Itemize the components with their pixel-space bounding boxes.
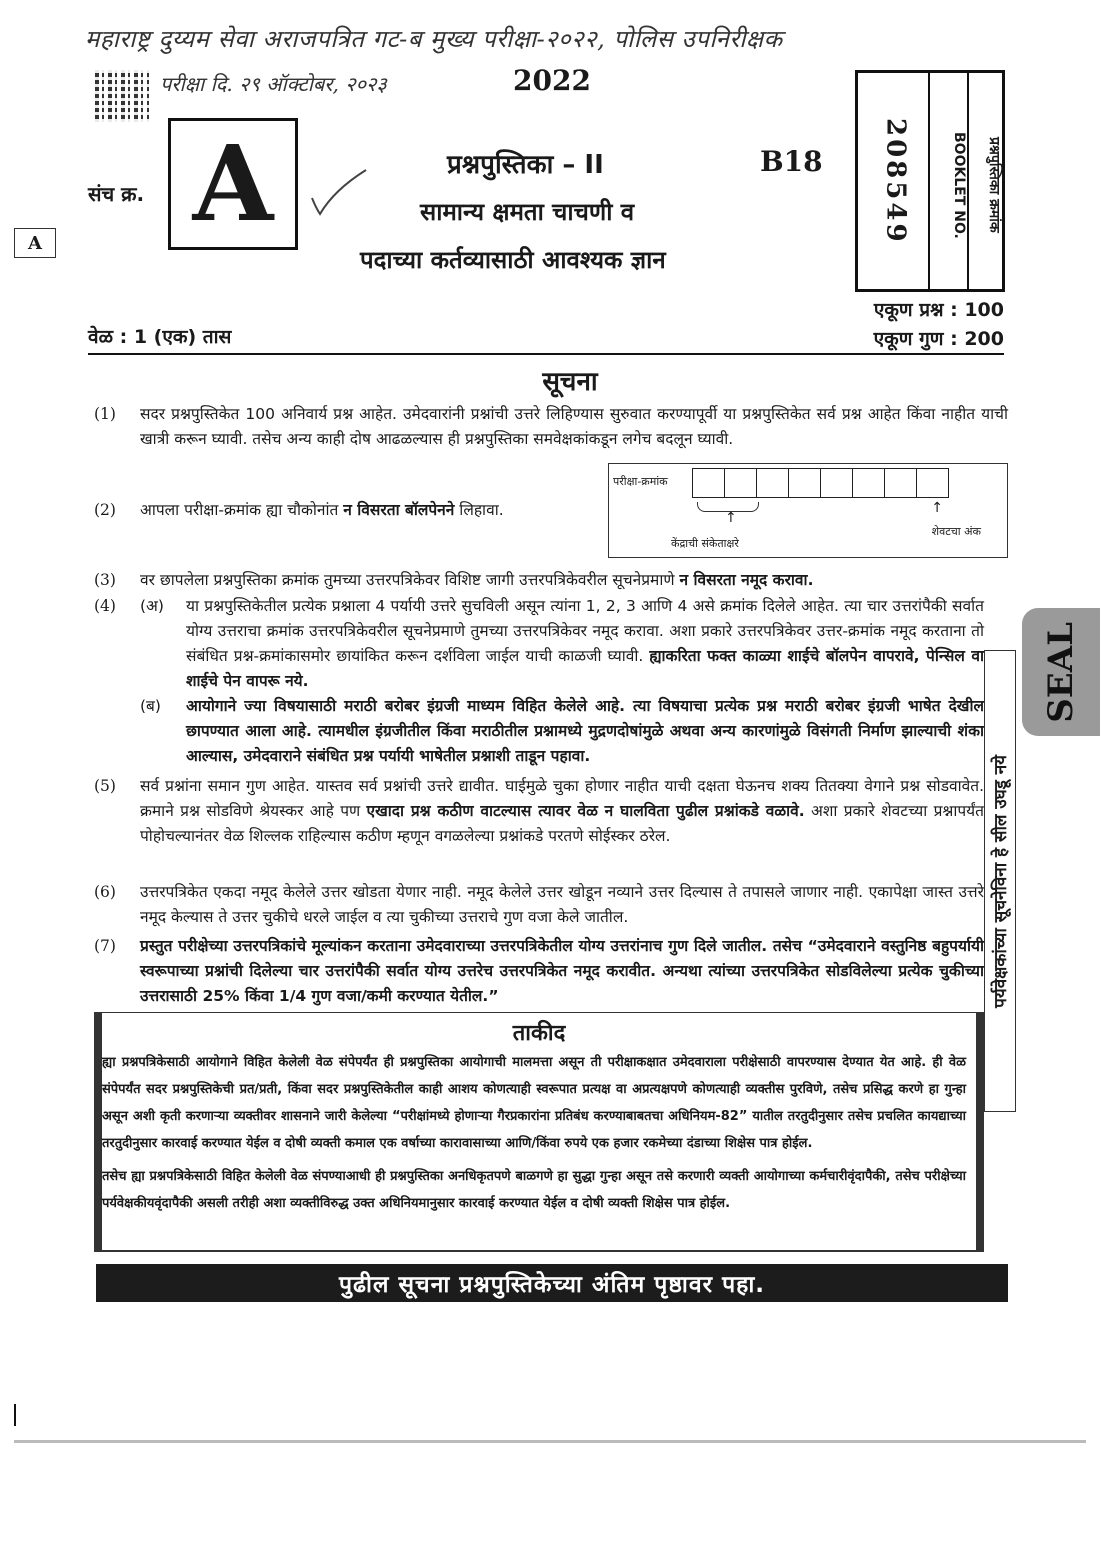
margin-tick — [14, 1404, 16, 1426]
roll-digit-cell[interactable] — [884, 468, 917, 498]
set-label: संच क्र. — [88, 182, 145, 206]
roll-digit-cell[interactable] — [916, 468, 949, 498]
set-letter: A — [192, 122, 274, 245]
last-digit-label: शेवटचा अंक — [931, 525, 981, 538]
totals-block — [874, 296, 1004, 354]
warning-paragraph-2: तसेच ह्या प्रश्नपत्रिकेसाठी विहित केलेली वेळ संपण्याआधी ही प्रश्नपुस्तिका अनधिकृतपणे बाळगणे हा सुद्धा गुन्हा असून तसे करणारी व्यक्ती आयोगाच्या कर्मचारीवृंदापैकी, तसेच परीक्षेच्या पर्यवेक्षकीयवृंदापैकी असली तरीही अशा व्यक्तीविरुद्ध उक्त अधिनियमानुसार कारवाई करण्यात येईल व दोषी व्यक्ती शिक्षेस पात्र होईल. — [102, 1169, 966, 1211]
roll-digit-cell[interactable] — [852, 468, 885, 498]
header-divider — [88, 353, 1004, 355]
instruction-text — [140, 774, 984, 849]
notice-title: सूचना — [542, 367, 598, 397]
instruction-number: (3) — [94, 571, 116, 589]
seal-side-note-text: पर्यवेक्षकांच्या सूचनेविना हे सील उघडू नये — [990, 754, 1011, 1008]
instruction-5-text-bold: एखादा प्रश्न कठीण वाटल्यास त्यावर वेळ न घालविता पुढील प्रश्नांकडे वळावे. — [366, 802, 805, 820]
instruction-4a-text-bold: ह्याकरिता फक्त काळ्या शाईचे बॉलपेन वापरावे, पेन्सिल वा शाईचे पेन वापरू नये. — [186, 647, 984, 690]
instruction-text — [140, 568, 1008, 593]
total-questions: एकूण प्रश्न : 100 — [873, 299, 1004, 321]
sub-marker: (ब) — [140, 697, 161, 715]
roll-digit-cell[interactable] — [820, 468, 853, 498]
footer-banner: पुढील सूचना प्रश्नपुस्तिकेच्या अंतिम पृष्ठावर पहा. — [96, 1264, 1008, 1302]
arrow-up-icon: ↑ — [725, 510, 737, 526]
instruction-5-text-a: सर्व प्रश्नांना समान गुण आहेत. यास्तव सर्व प्रश्नांची उत्तरे द्यावीत. घाईमुळे चुका होणार नाहीत याची दक्षता घेऊनच शक्य तितक्या वेगाने प्रश्न सोडवावेत. क्रमाने प्रश्न सोडविणे श्रेयस्कर आहे पण — [140, 777, 984, 820]
seal-label: SEAL — [1041, 621, 1081, 723]
booklet-code: B18 — [760, 145, 823, 178]
instruction-5 — [94, 774, 984, 849]
roll-digit-cell[interactable] — [724, 468, 757, 498]
instruction-text — [140, 402, 1008, 452]
roll-number-label: परीक्षा-क्रमांक — [613, 475, 668, 488]
instruction-number: (6) — [94, 883, 116, 901]
instruction-number: (5) — [94, 777, 116, 795]
scan-edge-line — [14, 1440, 1086, 1443]
instruction-2-text-bold: न विसरता बॉलपेनने — [343, 501, 455, 519]
instruction-4a-text — [186, 594, 984, 694]
qr-code-icon — [95, 70, 149, 122]
instruction-number: (1) — [94, 405, 116, 423]
instruction-3-text-bold: न विसरता नमूद करावा. — [679, 571, 814, 589]
instruction-1-text: सदर प्रश्नपुस्तिकेत 100 अनिवार्य प्रश्न आहेत. उमेदवारांनी प्रश्नांची उत्तरे लिहिण्यास सुरुवात करण्यापूर्वी या प्रश्नपुस्तिकेत सर्व प्रश्न आहेत किंवा नाहीत याची खात्री करून घ्यावी. तसेच अन्य काही दोष आढळल्यास ही प्रश्नपुस्तिका समवेक्षकांकडून लगेच बदलून घ्यावी. — [140, 405, 1008, 448]
roll-digit-cell[interactable] — [756, 468, 789, 498]
side-set-marker: A — [14, 228, 56, 258]
arrow-up-icon: ↑ — [931, 500, 943, 516]
seal-side-note — [984, 650, 1016, 1112]
instruction-4b-text: आयोगाने ज्या विषयासाठी मराठी बरोबर इंग्रजी माध्यम विहित केलेले आहे. त्या विषयाचा प्रत्येक प्रश्न मराठी बरोबर इंग्रजी भाषेत देखील छापण्यात आला आहे. त्यामधील इंग्रजीतील किंवा मराठीतील प्रश्नामध्ये मुद्रणदोषांमुळे अथवा अन्य कारणांमुळे विसंगती निर्माण झाल्याची शंका आल्यास, उमेदवाराने संबंधित प्रश्न पर्यायी भाषेतील प्रश्नाशी ताडून पहावा. — [186, 697, 984, 765]
subject-line-1: सामान्य क्षमता चाचणी व — [420, 198, 635, 226]
booklet-label-mr: प्रश्नपुस्तिका क्रमांक — [967, 73, 1004, 289]
instruction-7 — [94, 934, 984, 1009]
centre-code-label: केंद्राची संकेताक्षरे — [671, 537, 739, 550]
booklet-number: 208549 — [880, 117, 911, 245]
instruction-4a — [140, 594, 984, 694]
booklet-number-box — [855, 70, 1005, 292]
booklet-number-labels — [928, 73, 1002, 289]
instruction-6 — [94, 880, 984, 930]
instruction-2-text-c: लिहावा. — [454, 501, 504, 519]
instruction-4b — [140, 694, 984, 769]
exam-year: 2022 — [513, 64, 591, 97]
sub-marker: (अ) — [140, 597, 164, 615]
handwritten-exam-title: महाराष्ट्र दुय्यम सेवा अराजपत्रित गट-ब मुख्य परीक्षा-२०२२, पोलिस उपनिरीक्षक — [85, 25, 783, 53]
instruction-5-text-c: अशा प्रकारे शेवटच्या प्रश्नापर्यंत पोहोचल्यानंतर वेळ शिल्लक राहिल्यास कठीण म्हणून वगळलेल्या प्रश्नांकडे परतणे सोईस्कर ठरेल. — [140, 802, 985, 845]
set-box — [168, 118, 298, 250]
instruction-4 — [94, 594, 984, 769]
booklet-title: प्रश्नपुस्तिका – II — [447, 150, 604, 180]
booklet-number-cell — [863, 73, 928, 289]
warning-title: ताकीद — [512, 1021, 566, 1046]
instruction-number: (2) — [94, 501, 116, 519]
booklet-label-en: BOOKLET NO. — [951, 131, 967, 239]
instruction-text: प्रस्तुत परीक्षेच्या उत्तरपत्रिकांचे मूल्यांकन करताना उमेदवाराच्या उत्तरपत्रिकेतील योग्य उत्तरांनाच गुण दिले जातील. तसेच “उमेदवाराने वस्तुनिष्ठ बहुपर्यायी स्वरूपाच्या प्रश्नांची दिलेल्या चार उत्तरांपैकी सर्वात योग्य उत्तरेच उत्तरपत्रिकेत नमूद करावीत. अन्यथा त्यांच्या उत्तरपत्रिकेत सोडविलेल्या प्रत्येक चुकीच्या उत्तरासाठी 25% किंवा 1/4 गुण वजा/कमी करण्यात येतील.” — [140, 937, 984, 1005]
instruction-2-text-a: आपला परीक्षा-क्रमांक ह्या चौकोनांत — [140, 501, 344, 519]
roll-digit-cell[interactable] — [692, 468, 725, 498]
instruction-text: उत्तरपत्रिकेत एकदा नमूद केलेले उत्तर खोडता येणार नाही. नमूद केलेले उत्तर खोडून नव्याने उत्तर दिल्यास ते तपासले जाणार नाही. एकापेक्षा जास्त उत्तरे नमूद केल्यास ते उत्तर चुकीचे धरले जाईल व त्या चुकीच्या उत्तराचे गुण वजा केले जातील. — [140, 883, 984, 926]
exam-duration: वेळ : 1 (एक) तास — [88, 326, 232, 348]
handwritten-check-icon — [308, 168, 368, 218]
instruction-4a-text-1: या प्रश्नपुस्तिकेतील प्रत्येक प्रश्नाला 4 पर्यायी उत्तरे सुचविली असून त्यांना 1, 2, 3 आणि 4 असे क्रमांक दिलेले आहेत. त्या चार उत्तरांपैकी सर्वात योग्य उत्तराचा क्रमांक उत्तरपत्रिकेवरील सूचनेप्रमाणे तुमच्या उत्तरपत्रिकेवर नमूद करावा. अशा प्रकारे उत्तरपत्रिकेवर उत्तर-क्रमांक नमूद करताना तो संबंधित प्रश्न-क्रमांकासमोर छायांकित करून दर्शविला जाईल याची काळजी घ्यावी. — [186, 597, 984, 665]
warning-box — [94, 1012, 984, 1252]
instruction-3 — [94, 568, 1008, 593]
instruction-text — [140, 498, 604, 523]
instruction-3-text-a: वर छापलेला प्रश्नपुस्तिका क्रमांक तुमच्या उत्तरपत्रिकेवर विशिष्ट जागी उत्तरपत्रिकेवरील सूचनेप्रमाणे — [140, 571, 680, 589]
instruction-text — [140, 594, 984, 769]
roll-digit-cell[interactable] — [788, 468, 821, 498]
seal-tab[interactable] — [1022, 608, 1100, 736]
subject-line-2: पदाच्या कर्तव्यासाठी आवश्यक ज्ञान — [360, 246, 666, 274]
roll-number-cells — [693, 468, 949, 498]
instruction-2 — [94, 498, 604, 523]
instruction-number: (7) — [94, 937, 116, 955]
warning-paragraph-1: ह्या प्रश्नपत्रिकेसाठी आयोगाने विहित केलेली वेळ संपेपर्यंत ही प्रश्नपुस्तिका आयोगाची मालमत्ता असून ती परीक्षाकक्षात उमेदवाराला परीक्षेसाठी वापरण्यास देण्यात येत आहे. ही वेळ संपेपर्यंत सदर प्रश्नपुस्तिकेची प्रत/प्रती, किंवा सदर प्रश्नपुस्तिकेतील काही आशय कोणत्याही स्वरूपात प्रत्यक्ष वा अप्रत्यक्षपणे कोणत्याही व्यक्तीस पुरविणे, तसेच प्रसिद्ध करणे हा गुन्हा असून अशी कृती करणाऱ्या व्यक्तीवर शासनाने जारी केलेल्या “परीक्षांमध्ये होणाऱ्या गैरप्रकारांना प्रतिबंध करण्याबाबतचा अधिनियम-82” यातील तरतुदीनुसार तसेच प्रचलित कायद्याच्या तरतुदीनुसार कारवाई करण्यात येईल व दोषी व्यक्ती कमाल एक वर्षाच्या कारावासाच्या आणि/किंवा रुपये एक हजार रकमेच्या दंडाच्या शिक्षेस पात्र होईल. — [102, 1055, 966, 1151]
total-marks: एकूण गुण : 200 — [873, 328, 1004, 350]
instruction-1 — [94, 402, 1008, 452]
roll-number-box — [608, 463, 1008, 558]
instruction-number: (4) — [94, 597, 116, 615]
handwritten-exam-date: परीक्षा दि. २९ ऑक्टोबर, २०२३ — [160, 72, 387, 96]
